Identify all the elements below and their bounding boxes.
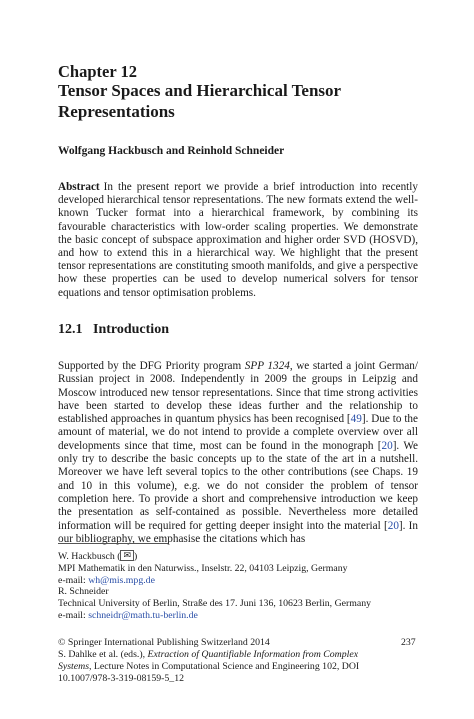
abstract-text: In the present report we provide a brief introduction into recently developed hierarchical tensor representations. The new formats extend the well-known Tucker format into a hierarchical framework, by combining its favourable characteristics with low-order scaling properties. We demonstrate the basic concept of subspace approximation and higher order SVD (HOSVD), and how to extend this in a hierarchical way. We highlight that the present tensor representations are constituting smooth manifolds, and give a perspective how these properties can be used to develop numerical solvers for tensor equations and tensor optimisation problems.	[58, 181, 418, 299]
chapter-label: Chapter 12	[58, 62, 137, 81]
section-title: Introduction	[93, 322, 169, 337]
copyright-block	[58, 637, 368, 685]
body-text-5: ]. In our bibliography, we emphasise the citations which has	[58, 519, 419, 545]
abstract-label: Abstract	[58, 181, 100, 193]
author2-name: R. Schneider	[58, 586, 109, 597]
body-text-4: ]. We only try to describe the basic concepts up to the state of the art in a nutshell. Moreover we have left several topics to the other contributions (see Chaps. 19 and 10 in this volume), e.g. we do not consider the problem of tensor completion here. To provide a short and comprehensive introduction we keep the presentation as self-contained as possible. Nevertheless more detailed information will be required for getting deeper insight into the material [	[58, 439, 418, 532]
author1-email-link[interactable]: wh@mis.mpg.de	[88, 575, 155, 586]
copyright-line: © Springer International Publishing Switzerland 2014	[58, 637, 270, 648]
section-number: 12.1	[58, 322, 83, 337]
author1-name-close: )	[134, 551, 138, 562]
citation-link[interactable]: 20	[387, 519, 399, 532]
abstract	[58, 181, 418, 300]
author2-email-label: e-mail:	[58, 610, 89, 621]
body-text-3: ]. Due to the amount of material, we do not intend to provide a complete overview over all developments since that time, most can be found in the monograph [	[58, 413, 418, 452]
envelope-icon: ✉	[120, 550, 134, 561]
series-info: , Lecture Notes in Computational Science and Engineering 102, DOI 10.1007/978-3-319-08159-5_12	[58, 661, 360, 684]
citation-link[interactable]: 20	[381, 439, 393, 452]
body-text-2: , we started a joint German/ Russian project in 2008. Independently in 2009 the groups in Leipzig and Moscow introduced new tensor representations. Since that time strong activities have been started to develop these ideas further and the relationship to established approaches in quantum physics has been recognised [	[58, 360, 418, 426]
author2-email-link[interactable]: schneidr@math.tu-berlin.de	[88, 610, 198, 621]
author1-email-label: e-mail:	[58, 575, 89, 586]
body-text-1: Supported by the DFG Priority program	[58, 360, 245, 372]
program-name: SPP 1324	[244, 360, 290, 372]
author2-footnote	[58, 586, 418, 622]
author1-footnote	[58, 550, 418, 587]
author-list: Wolfgang Hackbusch and Reinhold Schneider	[58, 145, 285, 157]
chapter-title: Tensor Spaces and Hierarchical Tensor Representations	[58, 81, 341, 121]
author2-affiliation: Technical University of Berlin, Straße des 17. Juni 136, 10623 Berlin, Germany	[58, 598, 372, 609]
page-number: 237	[401, 637, 416, 648]
citation-link[interactable]: 49	[350, 413, 362, 426]
author1-affiliation: MPI Mathematik in den Naturwiss., Inselstr. 22, 04103 Leipzig, Germany	[58, 563, 348, 574]
citation-editors: S. Dahlke et al. (eds.),	[58, 649, 148, 660]
footnote-divider	[58, 543, 168, 544]
book-title: Extraction of Quantifiable Information from Complex Systems	[58, 649, 359, 672]
author1-name: W. Hackbusch (	[58, 551, 121, 562]
introduction-paragraph	[58, 360, 418, 546]
